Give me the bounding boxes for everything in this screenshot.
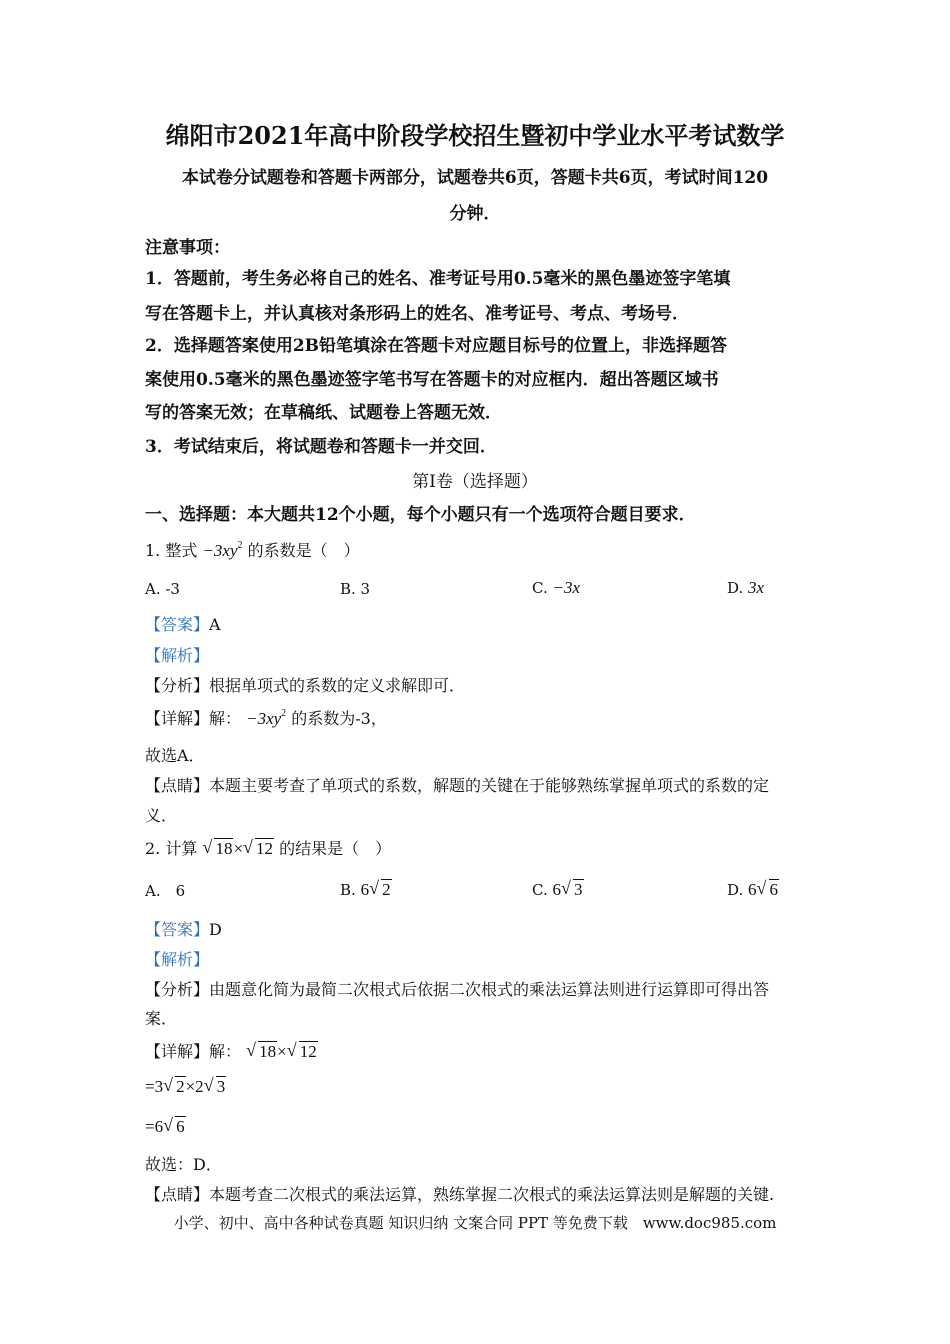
- note-2-line-1: 2．选择题答案使用2B铅笔填涂在答题卡对应题目标号的位置上，非选择题答: [145, 336, 728, 356]
- q2-option-b-label: B.: [340, 881, 356, 899]
- q2-detail-prefix: 【详解】解：: [145, 1042, 242, 1061]
- q2-answer-tag: 【答案】: [145, 920, 210, 939]
- note-1-line-2: 写在答题卡上，并认真核对条形码上的姓名、准考证号、考点、考场号．: [145, 304, 689, 324]
- q2-option-d: [727, 880, 779, 900]
- q2-fenxi-line-2: 案．: [145, 1009, 178, 1028]
- q1-detail-expr-exponent: 2: [281, 708, 287, 719]
- q2-step-2: [145, 1117, 186, 1137]
- q2-fenxi-line-1: 【分析】由题意化简为最简二次根式后依据二次根式的乘法运算法则进行运算即可得出答: [145, 980, 770, 999]
- q2-option-b-radical: [370, 880, 392, 900]
- q2-option-c-coef: 6: [552, 880, 561, 899]
- q2-detail: [145, 1039, 318, 1062]
- q1-answer: [145, 612, 221, 635]
- q2-option-c-label: C.: [532, 881, 548, 899]
- q1-option-c: [532, 578, 580, 598]
- q2-option-d-radical: [758, 880, 780, 900]
- q1-expression: [202, 541, 242, 560]
- q2-option-b-radicand: 2: [382, 880, 391, 899]
- q2-prefix: 2. 计算: [145, 839, 198, 858]
- q2-option-c-math: [553, 880, 584, 899]
- q2-detail-radicand-2: 12: [299, 1042, 317, 1061]
- q1-fenxi: 【分析】根据单项式的系数的定义求解即可．: [145, 676, 466, 695]
- q1-option-d: [727, 578, 764, 598]
- q1-option-b: B. 3: [340, 580, 371, 598]
- q2-step-2-radicand: 6: [176, 1117, 185, 1136]
- q2-step-1-radicand-2: 3: [216, 1077, 226, 1096]
- q2-detail-expression: [246, 1042, 318, 1061]
- q1-option-c-label: C.: [532, 579, 548, 597]
- q2-radicand-1: 18: [215, 839, 233, 858]
- q1-option-c-math: −3x: [552, 578, 581, 597]
- q1-comment-line-2: 义．: [145, 806, 178, 825]
- q2-step-2-radical: [164, 1117, 186, 1137]
- q2-suffix: 的结果是（ ）: [279, 839, 392, 858]
- q1-answer-value: A: [209, 615, 221, 634]
- q2-choose: 故选：D．: [145, 1155, 222, 1174]
- q2-step-1-radical-2: [205, 1077, 227, 1097]
- q2-detail-times: ×: [277, 1042, 287, 1061]
- intro-line-1: 本试卷分试题卷和答题卡两部分，试题卷共6页，答题卡共6页，考试时间120: [181, 168, 769, 188]
- q2-step-1-radicand-1: 2: [176, 1077, 185, 1096]
- q2-step-1-mid: ×2: [185, 1077, 204, 1096]
- q1-detail-prefix: 【详解】解：: [145, 709, 242, 728]
- q2-option-c: [532, 880, 584, 900]
- q2-radicand-2: 12: [256, 839, 274, 858]
- note-3: 3．考试结束后，将试题卷和答题卡一并交回．: [145, 437, 497, 457]
- q2-detail-radical-1: [247, 1042, 277, 1062]
- q1-prefix: 1. 整式: [145, 541, 198, 560]
- q1-expr-exponent: 2: [237, 540, 243, 551]
- q1-suffix: 的系数是（ ）: [247, 541, 360, 560]
- question-1-stem: [145, 538, 360, 561]
- page-title: 绵阳市2021年高中阶段学校招生暨初中学业水平考试数学: [165, 121, 785, 150]
- q1-choose: 故选A．: [145, 746, 205, 765]
- q2-option-c-radical: [562, 880, 584, 900]
- q2-option-d-coef: 6: [748, 880, 757, 899]
- q1-option-d-math: 3x: [748, 578, 765, 597]
- q1-option-a: A. -3: [145, 580, 180, 598]
- note-2-line-3: 写的答案无效；在草稿纸、试题卷上答题无效．: [145, 403, 502, 423]
- q1-option-d-label: D.: [727, 579, 744, 597]
- page-footer: 小学、初中、高中各种试卷真题 知识归纳 文案合同 PPT 等免费下载 www.doc985.com: [173, 1214, 777, 1232]
- q2-option-b-coef: 6: [360, 880, 370, 899]
- q2-detail-radicand-1: 18: [259, 1042, 277, 1061]
- q2-answer-value: D: [209, 920, 222, 939]
- q1-answer-tag: 【答案】: [145, 615, 210, 634]
- section-title: 第Ⅰ卷（选择题）: [412, 472, 538, 492]
- note-2-line-2: 案使用0.5毫米的黑色墨迹签字笔书写在答题卡的对应框内．超出答题区域书: [145, 370, 719, 390]
- q1-detail-suffix: 的系数为-3，: [291, 709, 387, 728]
- q2-times: ×: [233, 839, 244, 858]
- notes-heading: 注意事项：: [145, 238, 230, 258]
- q2-option-d-math: [748, 880, 779, 899]
- q2-radical-2: [244, 839, 274, 859]
- q1-analysis-tag: 【解析】: [145, 646, 210, 665]
- q1-detail: [145, 706, 387, 729]
- q2-option-b: [340, 880, 392, 900]
- q2-option-c-radicand: 3: [574, 880, 583, 899]
- q2-option-d-label: D.: [727, 881, 744, 899]
- q1-comment-line-1: 【点睛】本题主要考查了单项式的系数，解题的关键在于能够熟练掌握单项式的系数的定: [145, 776, 770, 795]
- q2-option-a: A. 6: [145, 882, 186, 900]
- q1-expr-base: −3xy: [202, 541, 238, 560]
- q2-answer: [145, 917, 222, 940]
- q2-comment: 【点睛】本题考查二次根式的乘法运算，熟练掌握二次根式的乘法运算法则是解题的关键.: [145, 1185, 775, 1204]
- q2-step-2-prefix: =6: [145, 1117, 164, 1136]
- q2-step-1-radical-1: [164, 1077, 186, 1097]
- q2-analysis-tag: 【解析】: [145, 950, 210, 969]
- q1-detail-expression: [246, 709, 286, 728]
- intro-line-2: 分钟．: [449, 204, 501, 224]
- q2-detail-radical-2: [288, 1042, 318, 1062]
- note-1-line-1: 1．答题前，考生务必将自己的姓名、准考证号用0.5毫米的黑色墨迹签字笔填: [145, 269, 731, 289]
- part-heading: 一、选择题：本大题共12个小题，每个小题只有一个选项符合题目要求．: [145, 505, 696, 525]
- question-2-stem: [145, 836, 391, 859]
- q2-option-d-radicand: 6: [769, 880, 779, 899]
- q2-expression: [202, 839, 274, 858]
- q2-step-1-prefix: =3: [145, 1077, 164, 1096]
- q2-radical-1: [203, 839, 233, 859]
- q2-step-1: [145, 1077, 226, 1097]
- q1-detail-expr-base: −3xy: [246, 709, 282, 728]
- q2-option-b-math: [361, 880, 392, 899]
